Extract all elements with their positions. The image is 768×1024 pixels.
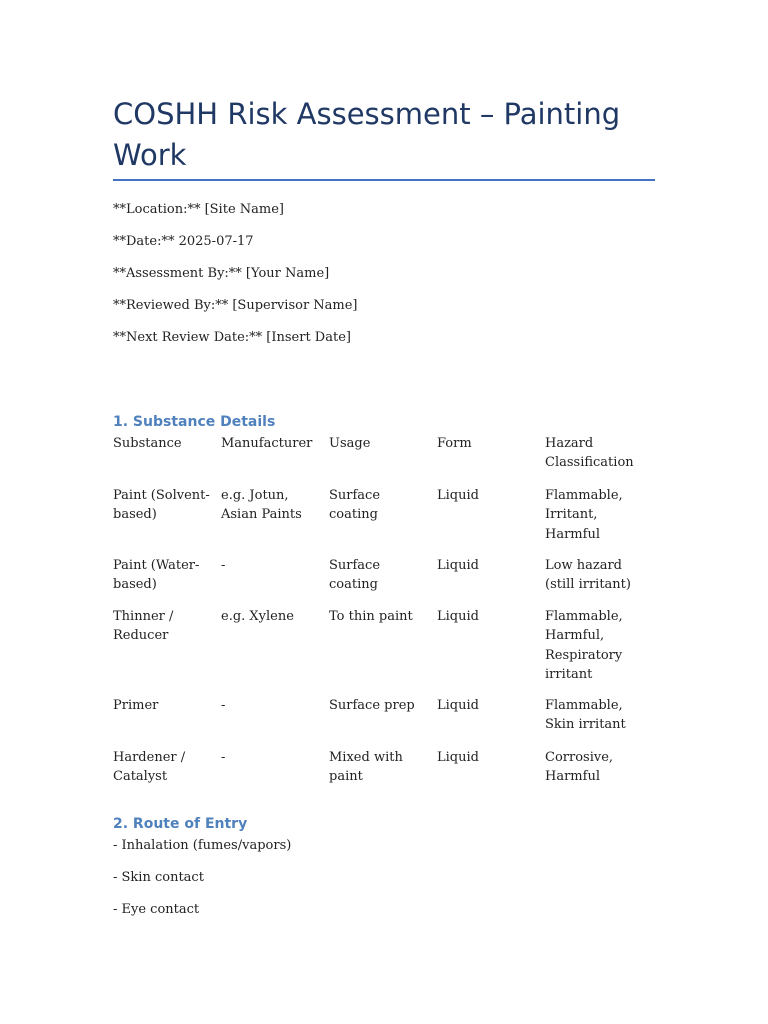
table-row [113,696,655,748]
table-cell: Mixed with paint [329,750,403,785]
list-item: - Inhalation (fumes/vapors) [113,838,292,853]
column-header: Form [437,436,472,451]
table-cell: Liquid [437,609,479,624]
table-cell: Flammable, Irritant, Harmful [545,488,623,542]
table-cell: Corrosive, Harmful [545,750,614,785]
table-header-row [113,434,655,486]
table-cell: e.g. Jotun, Asian Paints [221,488,302,523]
table-cell: To thin paint [329,609,413,624]
title-divider [113,179,655,181]
table-cell: Paint (Water-based) [113,558,200,593]
list-item: - Eye contact [113,902,200,917]
column-header: Manufacturer [221,436,313,451]
table-cell: e.g. Xylene [221,609,294,624]
document-title: COSHH Risk Assessment – Painting Work [113,97,621,172]
table-cell: Flammable, Skin irritant [545,698,626,733]
table-cell: Liquid [437,488,479,503]
column-header: Hazard Classification [545,436,634,471]
table-cell: - [221,558,226,573]
table-cell: Flammable, Harmful, Respiratory irritant [545,609,623,682]
table-cell: Surface coating [329,558,381,593]
table-row [113,556,655,607]
table-cell: - [221,750,226,765]
table-row [113,607,655,696]
table-cell: Low hazard (still irritant) [545,558,631,593]
meta-next-review-date: **Next Review Date:** [Insert Date] [113,330,351,345]
table-cell: Primer [113,698,159,713]
list-item: - Skin contact [113,870,204,885]
table-cell: Thinner / Reducer [113,609,174,644]
table-cell: Liquid [437,698,479,713]
table-row [113,748,655,798]
meta-date: **Date:** 2025-07-17 [113,234,254,249]
substance-table [113,434,655,798]
column-header: Substance [113,436,182,451]
table-row [113,486,655,556]
table-cell: Surface prep [329,698,415,713]
table-cell: Surface coating [329,488,381,523]
table-cell: Liquid [437,558,479,573]
meta-location: **Location:** [Site Name] [113,202,284,217]
table-cell: Hardener / Catalyst [113,750,186,785]
table-cell: Paint (Solvent-based) [113,488,210,523]
section-heading-substance-details: 1. Substance Details [113,414,276,430]
column-header: Usage [329,436,371,451]
section-heading-route-of-entry: 2. Route of Entry [113,816,248,832]
table-cell: Liquid [437,750,479,765]
table-cell: - [221,698,226,713]
meta-assessment-by: **Assessment By:** [Your Name] [113,266,330,281]
meta-reviewed-by: **Reviewed By:** [Supervisor Name] [113,298,358,313]
